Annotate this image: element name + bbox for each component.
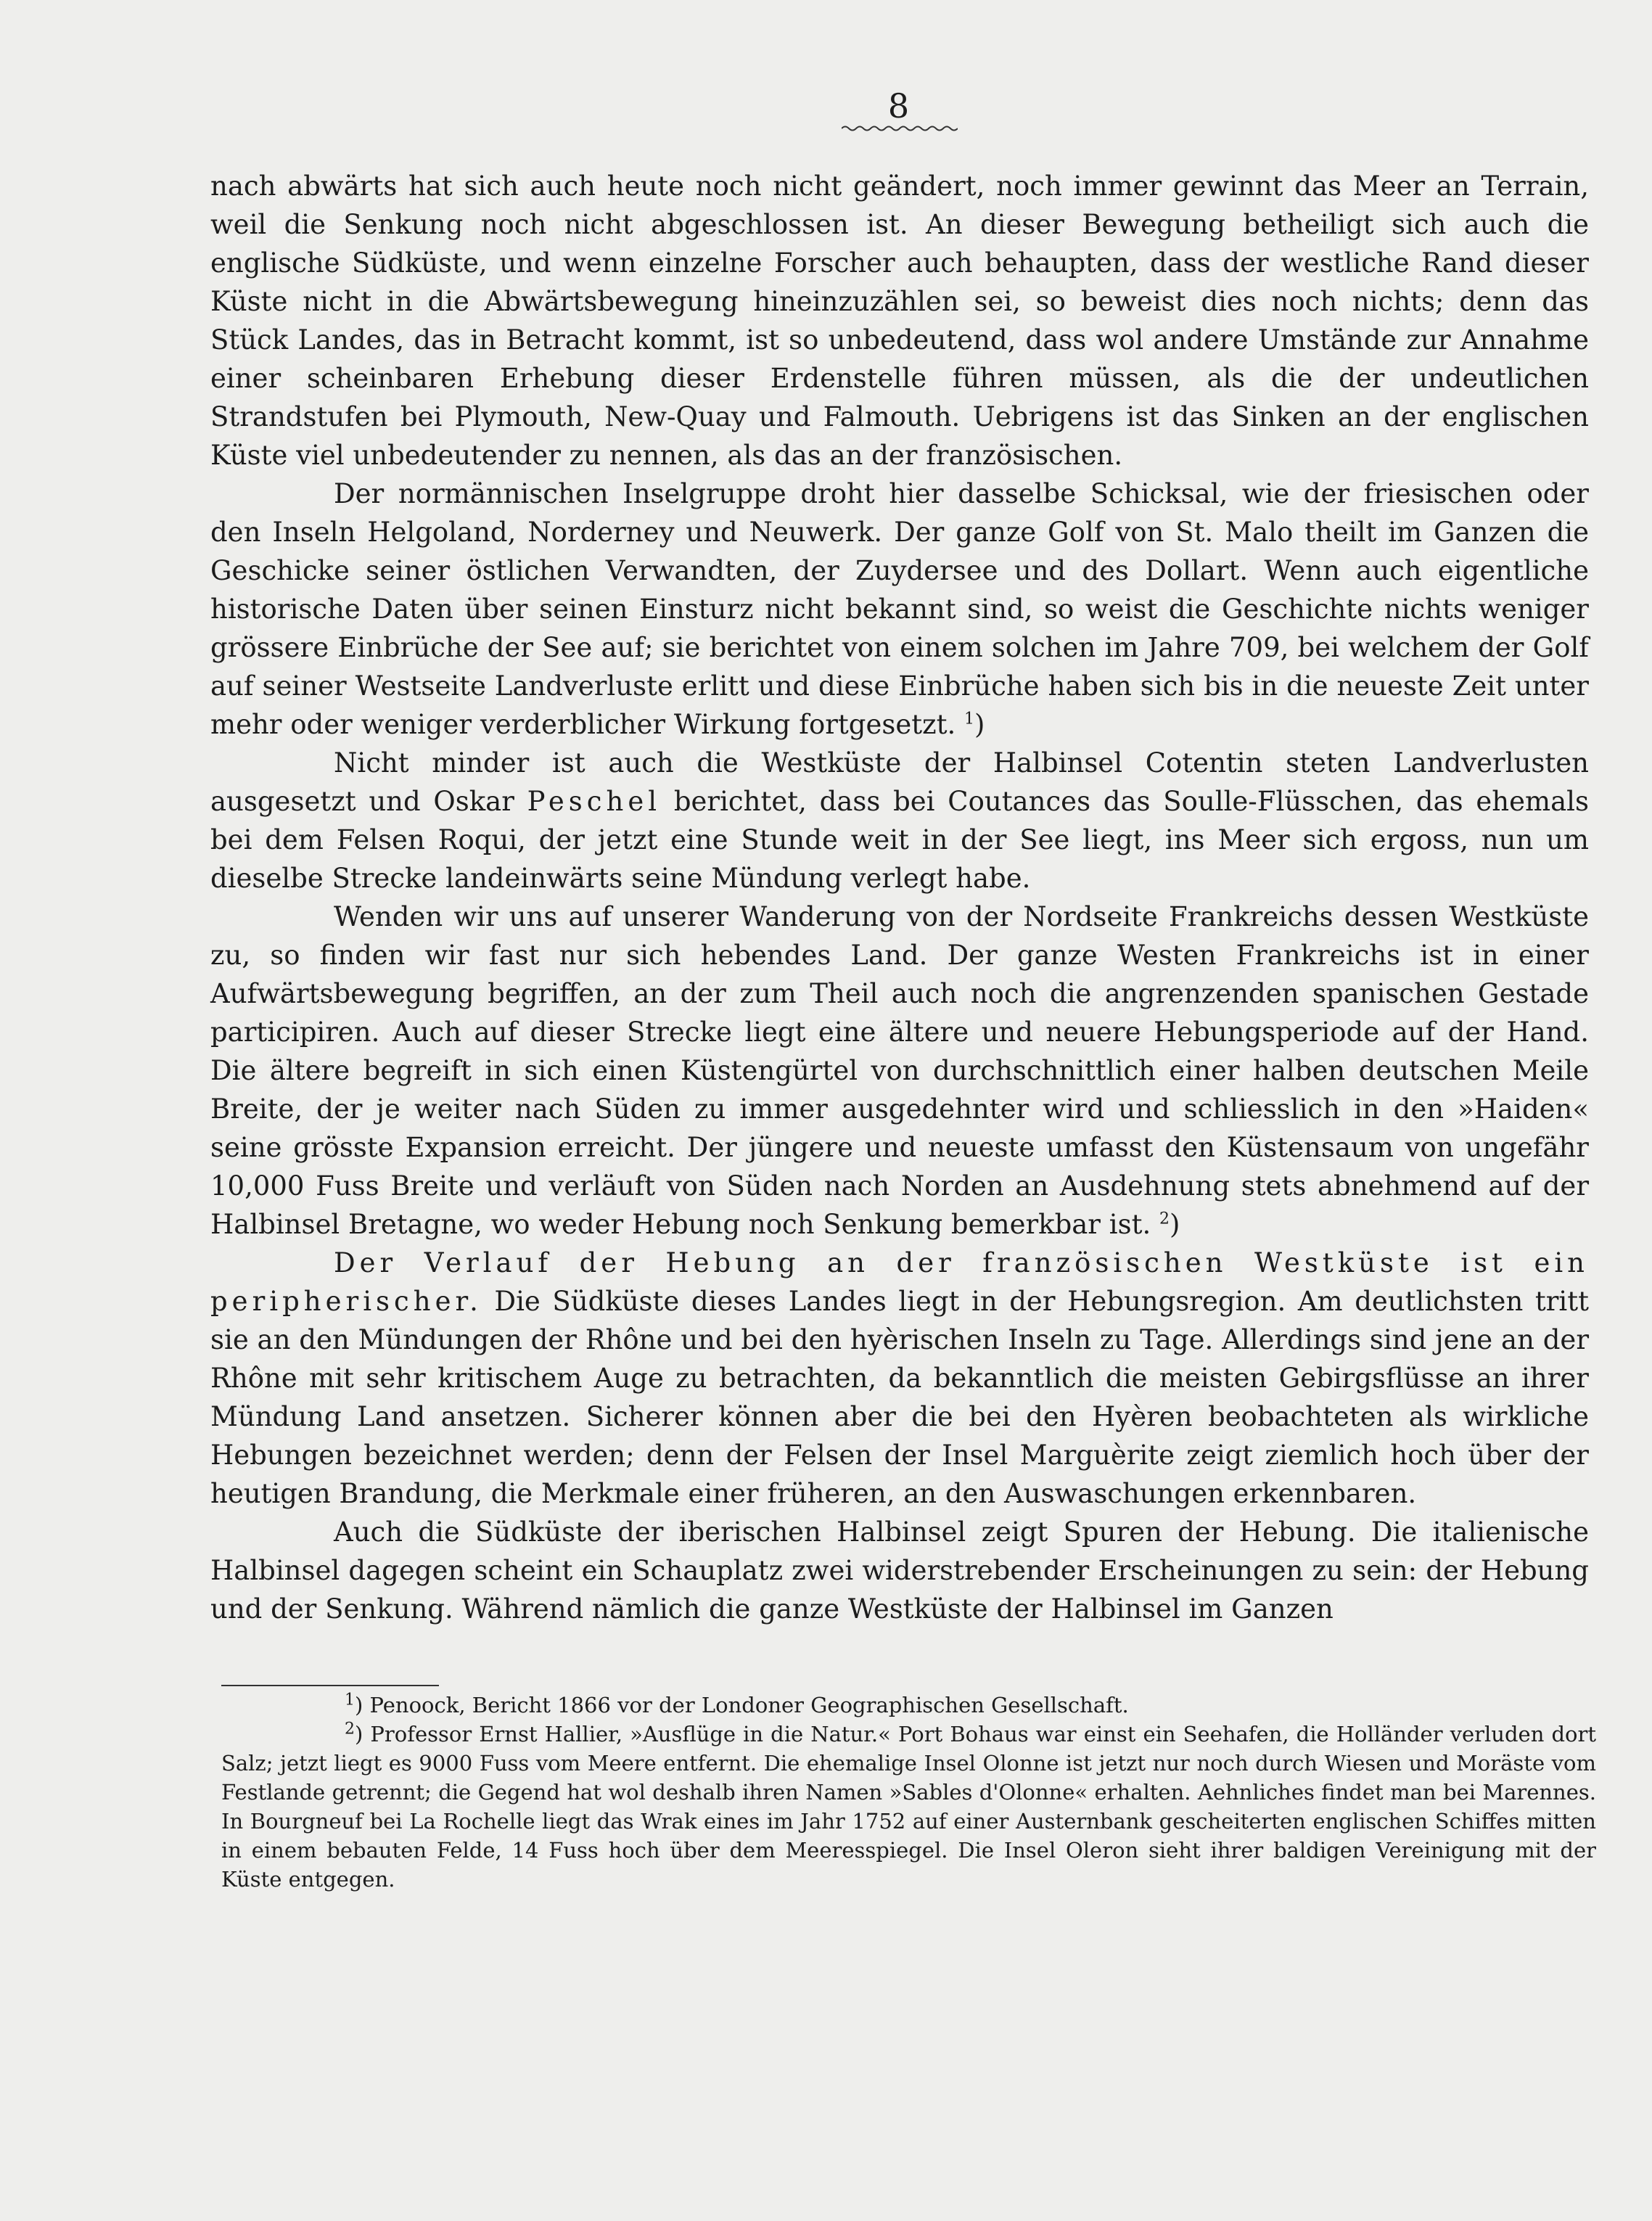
text-segment: Der normännischen Inselgruppe droht hier dasselbe Schicksal, wie der friesischen oder den Inseln Helgoland, Norderney und Neuwerk. Der ganze Golf von St. Malo theilt im Ganzen die Geschicke seiner östlichen Verwandten, der Zuydersee und des Dollart. Wenn auch eigentliche historische Daten über seinen Einsturz nicht bekannt sind, so weist die Geschichte nichts weniger grössere Einbrüche der See auf; sie berichtet von einem solchen im Jahre 709, bei welchem der Golf auf seiner Westseite Landverluste erlitt und diese Einbrüche haben sich bis in die neueste Zeit unter mehr oder weniger verderblicher Wirkung fortgesetzt. — [210, 478, 1589, 740]
footnote-reference: 1 — [964, 710, 974, 728]
footnote — [221, 1720, 1596, 1894]
text-segment: Wenden wir uns auf unserer Wanderung von der Nordseite Frankreichs dessen Westküste zu, so finden wir fast nur sich hebendes Land. Der ganze Westen Frankreichs ist in einer Aufwärtsbewegung begriffen, an der zum Theil auch noch die angrenzenden spanischen Gestade participiren. Auch auf dieser Strecke liegt eine ältere und neuere Hebungsperiode auf der Hand. Die ältere begreift in sich einen Küstengürtel von durchschnittlich einer halben deutschen Meile Breite, der je weiter nach Süden zu immer ausgedehnter wird und schliesslich in den »Haiden« seine grösste Expansion erreicht. Der jüngere und neueste umfasst den Küstensaum von ungefähr 10,000 Fuss Breite und verläuft von Süden nach Norden an Ausdehnung stets abnehmend auf der Halbinsel Bretagne, wo weder Hebung noch Senkung bemerkbar ist. — [210, 901, 1589, 1240]
text-segment: Der Verlauf der Hebung an der französischen Westküste ist ein peripherischer. — [210, 1247, 1589, 1317]
text-segment: ) — [1169, 1209, 1180, 1240]
footnote-marker: 1 — [345, 1691, 355, 1709]
text-segment: nach abwärts hat sich auch heute noch nicht geändert, noch immer gewinnt das Meer an Terrain, weil die Senkung noch nicht abgeschlossen ist. An dieser Bewegung betheiligt sich auch die englische Südküste, und wenn einzelne Forscher auch behaupten, dass der westliche Rand dieser Küste nicht in die Abwärtsbewegung hineinzuzählen sei, so beweist dies noch nichts; denn das Stück Landes, das in Betracht kommt, ist so unbedeutend, dass wol andere Umstände zur Annahme einer scheinbaren Erhebung dieser Erdenstelle führen müssen, als die der undeutlichen Strandstufen bei Plymouth, New-Quay und Falmouth. Uebrigens ist das Sinken an der englischen Küste viel unbedeutender zu nennen, als das an der französischen. — [210, 171, 1589, 471]
footnote-separator — [221, 1685, 439, 1686]
paragraph — [210, 167, 1589, 475]
paragraph — [210, 744, 1589, 898]
text-segment: Die Südküste dieses Landes liegt in der Hebungsregion. Am deutlichsten tritt sie an den Mündungen der Rhône und bei den hyèrischen Inseln zu Tage. Allerdings sind jene an der Rhône mit sehr kritischem Auge zu betrachten, da bekanntlich die meisten Gebirgsflüsse an ihrer Mündung Land ansetzen. Sicherer können aber die bei den Hyèren beobachteten als wirkliche Hebungen bezeichnet werden; denn der Felsen der Insel Marguèrite zeigt ziemlich hoch über der heutigen Brandung, die Merkmale einer früheren, an den Auswaschungen erkennbaren. — [210, 1286, 1589, 1509]
text-segment: ) — [974, 709, 985, 740]
paragraph — [210, 898, 1589, 1244]
paragraph — [210, 1513, 1589, 1628]
paragraph — [210, 1244, 1589, 1513]
footnote-text: ) Professor Ernst Hallier, »Ausflüge in die Natur.« Port Bohaus war einst ein Seehafen, die Holländer verluden dort Salz; jetzt liegt es 9000 Fuss vom Meere entfernt. Die ehemalige Insel Olonne ist jetzt nur noch durch Wiesen und Moräste vom Festlande getrennt; die Gegend hat wol deshalb ihren Namen »Sables d'Olonne« erhalten. Aehnliches findet man bei Marennes. In Bourgneuf bei La Rochelle liegt das Wrak eines im Jahr 1752 auf einer Austernbank gescheiterten englischen Schiffes mitten in einem bebauten Felde, 14 Fuss hoch über dem Meeresspiegel. Die Insel Oleron sieht ihrer baldigen Vereinigung mit der Küste entgegen. — [221, 1722, 1596, 1892]
footnote — [221, 1691, 1596, 1720]
footnote-text: ) Penoock, Bericht 1866 vor der Londoner Geographischen Gesellschaft. — [355, 1693, 1129, 1717]
text-segment: Peschel — [527, 786, 662, 817]
paragraph — [210, 475, 1589, 744]
text-segment: Auch die Südküste der iberischen Halbinsel zeigt Spuren der Hebung. Die italienische Halbinsel dagegen scheint ein Schauplatz zwei widerstrebender Erscheinungen zu sein: der Hebung und der Senkung. Während nämlich die ganze Westküste der Halbinsel im Ganzen — [210, 1516, 1589, 1625]
text-segment: berichtet, dass bei Coutances das Soulle-Flüsschen, das ehemals bei dem Felsen Roqui, der jetzt eine Stunde weit in der See liegt, ins Meer sich ergoss, nun um dieselbe Strecke landeinwärts seine Mündung verlegt habe. — [210, 786, 1589, 894]
footnote-marker: 2 — [345, 1720, 355, 1738]
footnotes — [221, 1691, 1596, 1894]
main-text — [210, 167, 1589, 1628]
text-segment: Nicht minder ist auch die Westküste der Halbinsel Cotentin steten Landverlusten ausgesetzt und Oskar — [210, 747, 1589, 817]
page-number: 8 — [887, 86, 910, 126]
page-number-ornament — [842, 123, 958, 134]
footnote-reference: 2 — [1159, 1210, 1170, 1228]
